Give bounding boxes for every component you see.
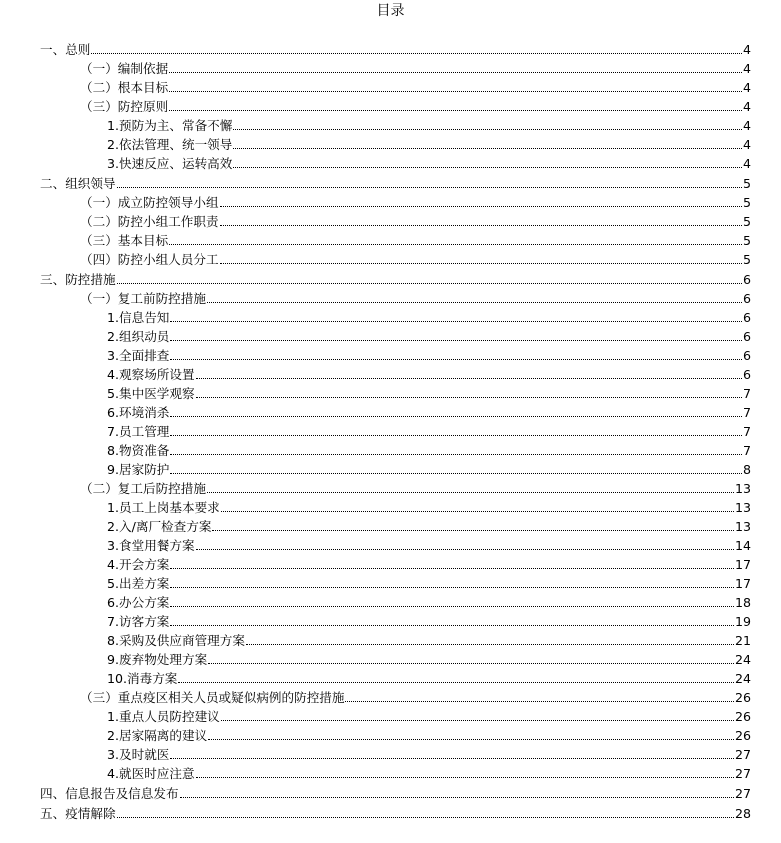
- toc-entry-text: 五、疫情解除: [40, 806, 116, 821]
- toc-entry[interactable]: [0, 39, 781, 58]
- toc-entry-text: 8.物资准备: [107, 443, 170, 458]
- toc-dot-leader: [170, 435, 742, 436]
- toc-entry[interactable]: [0, 58, 781, 77]
- toc-page-number: 7: [742, 443, 751, 458]
- toc-entry[interactable]: [0, 516, 781, 535]
- toc-page-number: 4: [742, 118, 751, 133]
- toc-dot-leader: [220, 206, 742, 207]
- toc-entry[interactable]: [0, 573, 781, 592]
- toc-entry[interactable]: [0, 249, 781, 268]
- toc-entry-text: 3.全面排查: [107, 348, 170, 363]
- toc-dot-leader: [170, 625, 734, 626]
- toc-dot-leader: [117, 817, 734, 818]
- toc-list: [0, 39, 781, 822]
- toc-dot-leader: [170, 454, 742, 455]
- toc-entry-text: 3.及时就医: [107, 747, 170, 762]
- toc-dot-leader: [220, 263, 742, 264]
- toc-page-number: 6: [742, 272, 751, 287]
- toc-entry-text: 2.依法管理、统一领导: [107, 137, 233, 152]
- toc-page-number: 17: [734, 557, 751, 572]
- toc-entry[interactable]: [0, 725, 781, 744]
- toc-dot-leader: [246, 644, 734, 645]
- toc-dot-leader: [208, 663, 734, 664]
- toc-entry-text: 5.集中医学观察: [107, 386, 195, 401]
- toc-dot-leader: [170, 416, 742, 417]
- toc-entry-text: （三）防控原则: [80, 99, 169, 114]
- toc-entry-text: 1.信息告知: [107, 310, 170, 325]
- toc-entry-text: 6.环境消杀: [107, 405, 170, 420]
- toc-dot-leader: [117, 283, 742, 284]
- toc-dot-leader: [170, 340, 742, 341]
- toc-page-number: 4: [742, 137, 751, 152]
- toc-dot-leader: [170, 758, 734, 759]
- toc-entry[interactable]: [0, 783, 781, 802]
- toc-entry-text: （一）复工前防控措施: [80, 291, 206, 306]
- toc-page-number: 4: [742, 80, 751, 95]
- toc-entry-text: 2.组织动员: [107, 329, 170, 344]
- toc-page-number: 7: [742, 405, 751, 420]
- toc-entry[interactable]: [0, 611, 781, 630]
- toc-title: 目录: [376, 3, 405, 19]
- toc-entry[interactable]: [0, 173, 781, 192]
- toc-page-number: 14: [734, 538, 751, 553]
- toc-page-number: 4: [742, 99, 751, 114]
- toc-dot-leader: [169, 244, 742, 245]
- toc-page-number: 27: [734, 786, 751, 801]
- toc-entry[interactable]: [0, 592, 781, 611]
- toc-dot-leader: [233, 129, 742, 130]
- toc-entry[interactable]: [0, 668, 781, 687]
- toc-entry-text: 4.开会方案: [107, 557, 170, 572]
- toc-entry[interactable]: [0, 459, 781, 478]
- toc-dot-leader: [169, 110, 742, 111]
- toc-entry-text: 7.员工管理: [107, 424, 170, 439]
- toc-dot-leader: [221, 720, 734, 721]
- toc-entry-text: （二）防控小组工作职责: [80, 214, 219, 229]
- toc-entry[interactable]: [0, 763, 781, 782]
- toc-entry[interactable]: [0, 478, 781, 497]
- toc-entry-text: （四）防控小组人员分工: [80, 252, 219, 267]
- toc-entry[interactable]: [0, 706, 781, 725]
- toc-page-number: 5: [742, 176, 751, 191]
- toc-page-number: 8: [742, 462, 751, 477]
- toc-page-number: 19: [734, 614, 751, 629]
- toc-page-number: 21: [734, 633, 751, 648]
- toc-entry[interactable]: [0, 230, 781, 249]
- toc-dot-leader: [91, 53, 742, 54]
- toc-entry-text: 6.办公方案: [107, 595, 170, 610]
- toc-entry-text: （二）根本目标: [80, 80, 169, 95]
- toc-page-number: 4: [742, 156, 751, 171]
- toc-dot-leader: [170, 321, 742, 322]
- toc-entry[interactable]: [0, 211, 781, 230]
- toc-entry-text: （三）重点疫区相关人员或疑似病例的防控措施: [80, 690, 345, 705]
- toc-entry-text: 3.食堂用餐方案: [107, 538, 195, 553]
- toc-page-number: 26: [734, 728, 751, 743]
- toc-entry-text: 8.采购及供应商管理方案: [107, 633, 245, 648]
- toc-entry[interactable]: [0, 153, 781, 172]
- toc-entry[interactable]: [0, 269, 781, 288]
- toc-dot-leader: [196, 397, 742, 398]
- toc-entry-text: 10.消毒方案: [107, 671, 178, 686]
- toc-entry-text: 2.入/离厂检查方案: [107, 519, 212, 534]
- toc-dot-leader: [169, 91, 742, 92]
- toc-entry-text: 4.就医时应注意: [107, 766, 195, 781]
- toc-dot-leader: [117, 187, 742, 188]
- toc-entry[interactable]: [0, 77, 781, 96]
- toc-dot-leader: [233, 148, 742, 149]
- toc-dot-leader: [170, 568, 734, 569]
- toc-page-number: 28: [734, 806, 751, 821]
- toc-entry[interactable]: [0, 115, 781, 134]
- toc-page-number: 5: [742, 214, 751, 229]
- toc-entry[interactable]: [0, 192, 781, 211]
- toc-dot-leader: [221, 511, 734, 512]
- toc-entry[interactable]: [0, 402, 781, 421]
- toc-entry[interactable]: [0, 326, 781, 345]
- toc-entry-text: 四、信息报告及信息发布: [40, 786, 179, 801]
- toc-entry[interactable]: [0, 383, 781, 402]
- toc-page-number: 6: [742, 329, 751, 344]
- toc-entry-text: 1.重点人员防控建议: [107, 709, 220, 724]
- toc-dot-leader: [169, 72, 742, 73]
- toc-entry-text: 三、防控措施: [40, 272, 116, 287]
- toc-page-number: 13: [734, 519, 751, 534]
- toc-page-number: 24: [734, 652, 751, 667]
- toc-entry-text: 5.出差方案: [107, 576, 170, 591]
- toc-page-number: 18: [734, 595, 751, 610]
- toc-entry[interactable]: [0, 364, 781, 383]
- toc-entry[interactable]: [0, 687, 781, 706]
- toc-entry[interactable]: [0, 421, 781, 440]
- toc-page-number: 5: [742, 195, 751, 210]
- toc-entry[interactable]: [0, 96, 781, 115]
- toc-entry[interactable]: [0, 630, 781, 649]
- toc-page-number: 26: [734, 690, 751, 705]
- toc-dot-leader: [170, 473, 742, 474]
- toc-page-number: 26: [734, 709, 751, 724]
- toc-dot-leader: [212, 530, 734, 531]
- toc-entry-text: （三）基本目标: [80, 233, 169, 248]
- toc-dot-leader: [233, 167, 742, 168]
- toc-page-number: 4: [742, 61, 751, 76]
- toc-entry[interactable]: [0, 134, 781, 153]
- toc-entry[interactable]: [0, 288, 781, 307]
- toc-dot-leader: [196, 378, 742, 379]
- toc-page-number: 17: [734, 576, 751, 591]
- toc-entry-text: （二）复工后防控措施: [80, 481, 206, 496]
- toc-dot-leader: [170, 359, 742, 360]
- toc-entry-text: 7.访客方案: [107, 614, 170, 629]
- toc-dot-leader: [196, 549, 734, 550]
- toc-dot-leader: [220, 225, 742, 226]
- toc-page-number: 13: [734, 481, 751, 496]
- toc-page-number: 27: [734, 766, 751, 781]
- toc-page-number: 6: [742, 291, 751, 306]
- toc-entry-text: 9.废弃物处理方案: [107, 652, 208, 667]
- toc-entry[interactable]: [0, 649, 781, 668]
- toc-entry[interactable]: [0, 345, 781, 364]
- toc-entry-text: 一、总则: [40, 42, 91, 57]
- toc-entry[interactable]: [0, 744, 781, 763]
- toc-dot-leader: [170, 587, 734, 588]
- toc-entry-text: 9.居家防护: [107, 462, 170, 477]
- toc-entry-text: 2.居家隔离的建议: [107, 728, 208, 743]
- toc-entry-text: 1.预防为主、常备不懈: [107, 118, 233, 133]
- toc-dot-leader: [207, 492, 734, 493]
- toc-page-number: 7: [742, 424, 751, 439]
- toc-dot-leader: [196, 777, 734, 778]
- toc-page-number: 13: [734, 500, 751, 515]
- toc-entry[interactable]: [0, 307, 781, 326]
- toc-entry-text: 3.快速反应、运转高效: [107, 156, 233, 171]
- toc-page-number: 6: [742, 310, 751, 325]
- toc-entry[interactable]: [0, 497, 781, 516]
- toc-page-number: 6: [742, 367, 751, 382]
- toc-entry[interactable]: [0, 535, 781, 554]
- toc-dot-leader: [208, 739, 734, 740]
- toc-page-number: 7: [742, 386, 751, 401]
- toc-page-number: 5: [742, 252, 751, 267]
- toc-dot-leader: [207, 302, 742, 303]
- toc-entry-text: 二、组织领导: [40, 176, 116, 191]
- toc-dot-leader: [178, 682, 734, 683]
- toc-entry[interactable]: [0, 440, 781, 459]
- toc-dot-leader: [180, 797, 734, 798]
- toc-entry[interactable]: [0, 803, 781, 822]
- toc-dot-leader: [170, 606, 734, 607]
- toc-entry-text: 1.员工上岗基本要求: [107, 500, 220, 515]
- toc-dot-leader: [345, 701, 734, 702]
- toc-page-number: 6: [742, 348, 751, 363]
- toc-entry[interactable]: [0, 554, 781, 573]
- toc-entry-text: （一）成立防控领导小组: [80, 195, 219, 210]
- toc-page-number: 5: [742, 233, 751, 248]
- toc-page-number: 24: [734, 671, 751, 686]
- toc-entry-text: （一）编制依据: [80, 61, 169, 76]
- toc-page-number: 4: [742, 42, 751, 57]
- toc-page-number: 27: [734, 747, 751, 762]
- toc-entry-text: 4.观察场所设置: [107, 367, 195, 382]
